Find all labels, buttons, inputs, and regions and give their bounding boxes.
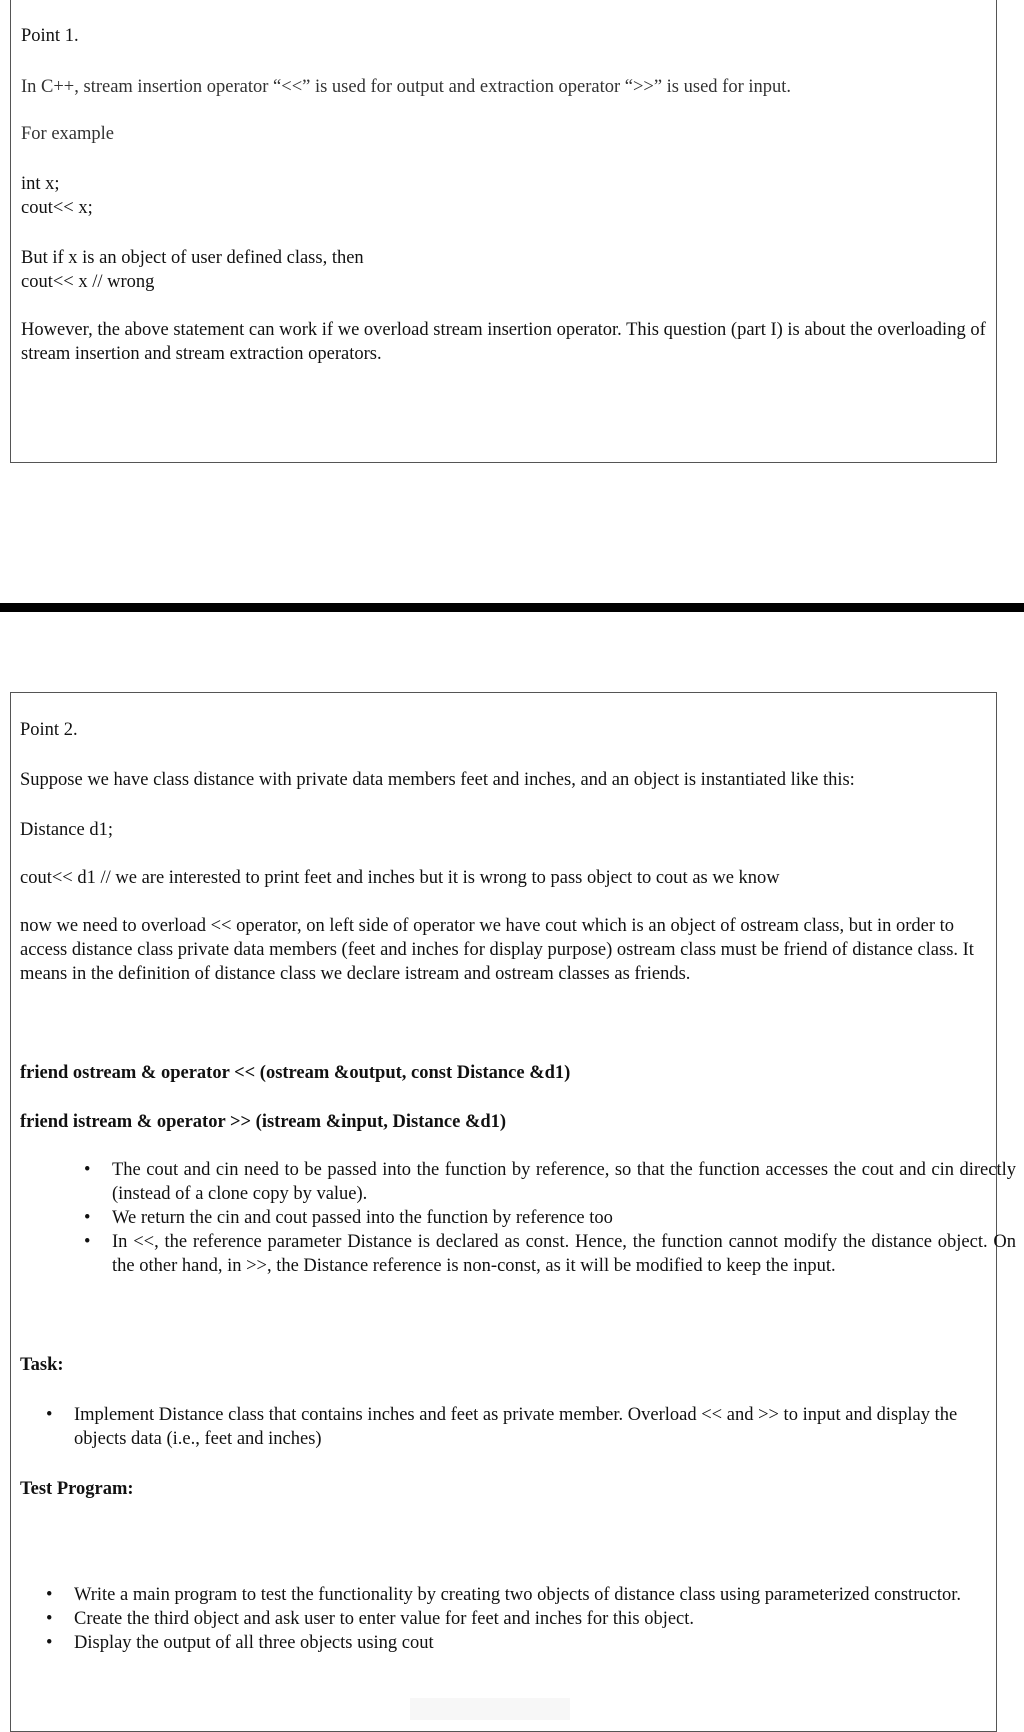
point1-for-example: For example <box>21 124 114 144</box>
point1-heading: Point 1. <box>21 26 79 46</box>
list-item: • Write a main program to test the functionality by creating two objects of distance class using parameterized constructor. <box>74 1583 994 1607</box>
point1-intro: In C++, stream insertion operator “<<” is used for output and extraction operator “>>” is used for input. <box>21 77 792 97</box>
point1-user-class-line: But if x is an object of user defined class, then <box>21 248 364 268</box>
point2-code-line-2: cout<< d1 // we are interested to print feet and inches but it is wrong to pass object to cout as we know <box>20 868 780 888</box>
list-item: • The cout and cin need to be passed into the function by reference, so that the function accesses the cout and cin directly (instead of a clone copy by value). <box>112 1158 1016 1206</box>
list-item: • Create the third object and ask user to enter value for feet and inches for this object. <box>74 1607 994 1631</box>
list-item: • Display the output of all three objects using cout <box>74 1631 994 1655</box>
point2-friend-explanation: now we need to overload << operator, on left side of operator we have cout which is an object of ostream class, but in order to access distance class private data members (feet and inches for display purpose) ostream class must be friend of distance class. It means in the definition of distance class we declare istream and ostream classes as friends. <box>20 916 974 984</box>
point1-overload-paragraph: However, the above statement can work if we overload stream insertion operator. This question (part I) is about the overloading of stream insertion and stream extraction operators. <box>21 320 986 364</box>
task-heading: Task: <box>20 1355 64 1375</box>
section-divider <box>0 603 1024 612</box>
list-item: • In <<, the reference parameter Distance is declared as const. Hence, the function cannot modify the distance object. On the other hand, in >>, the Distance reference is non-const, as it will be modified to keep the input. <box>112 1230 1016 1278</box>
point1-code-line-1: int x; <box>21 174 60 194</box>
point1-box <box>10 0 997 463</box>
point2-heading: Point 2. <box>20 720 78 740</box>
point1-code-line-2: cout<< x; <box>21 198 93 218</box>
list-item: • Implement Distance class that contains inches and feet as private member. Overload << and >> to input and display the objects data (i.e., feet and inches) <box>74 1403 994 1451</box>
list-item: • We return the cin and cout passed into the function by reference too <box>112 1206 1016 1230</box>
test-program-bullet-list <box>74 1583 994 1655</box>
point2-code-line-1: Distance d1; <box>20 820 113 840</box>
test-program-heading: Test Program: <box>20 1479 134 1499</box>
point1-wrong-line: cout<< x // wrong <box>21 272 155 292</box>
point2-intro: Suppose we have class distance with private data members feet and inches, and an object is instantiated like this: <box>20 770 855 790</box>
notes-bullet-list <box>112 1158 1016 1278</box>
task-bullet-list <box>74 1403 994 1451</box>
point2-friend-istream-signature: friend istream & operator >> (istream &input, Distance &d1) <box>20 1112 507 1132</box>
point2-friend-ostream-signature: friend ostream & operator << (ostream &output, const Distance &d1) <box>20 1063 571 1083</box>
bottom-shadow <box>410 1698 570 1720</box>
